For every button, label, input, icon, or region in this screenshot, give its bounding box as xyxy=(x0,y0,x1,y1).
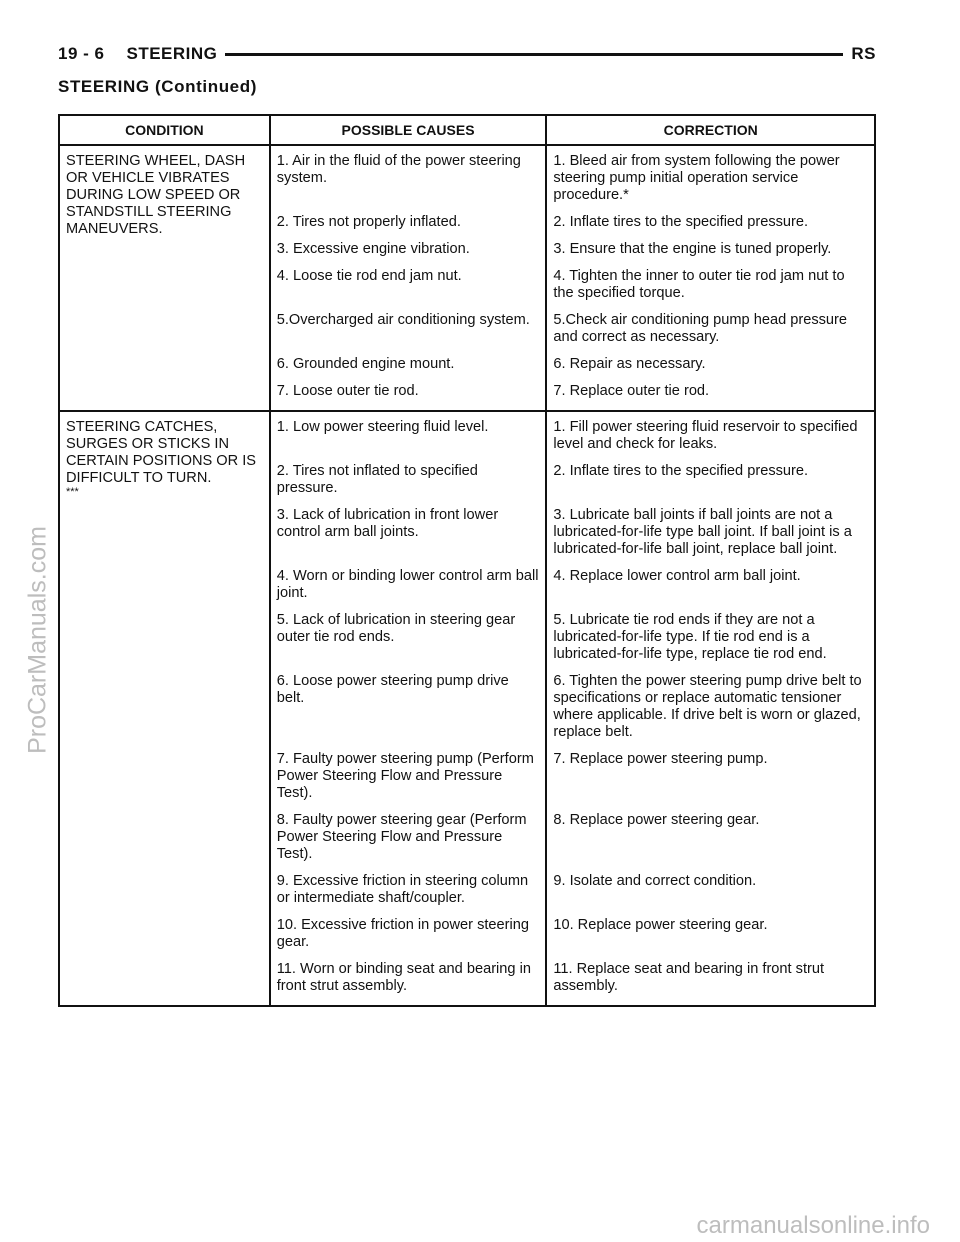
correction-cell: 8. Replace power steering gear. xyxy=(553,812,760,828)
column-header-possible-causes: POSSIBLE CAUSES xyxy=(270,115,547,145)
cause-cell: 3. Excessive engine vibration. xyxy=(270,234,547,261)
cause-cell: 5.Overcharged air conditioning system. xyxy=(270,305,547,349)
cause-cell: 3. Lack of lubrication in front lower control arm ball joints. xyxy=(270,500,547,561)
page-number: 19 - 6 xyxy=(58,44,105,63)
correction-cell: 4. Tighten the inner to outer tie rod jam nut to the specified torque. xyxy=(553,268,845,301)
correction-cell: 7. Replace outer tie rod. xyxy=(553,383,710,399)
cause-cell: 7. Faulty power steering pump (Perform Power Steering Flow and Pressure Test). xyxy=(270,744,547,805)
cause-cell: 6. Grounded engine mount. xyxy=(270,349,547,376)
cause-cell: 9. Excessive friction in steering column or intermediate shaft/coupler. xyxy=(270,866,547,910)
correction-cell: 1. Bleed air from system following the power steering pump initial operation service procedure.* xyxy=(553,153,840,203)
cause-cell: 2. Tires not inflated to specified pressure. xyxy=(270,456,547,500)
cause-cell: 10. Excessive friction in power steering gear. xyxy=(270,910,547,954)
table-row xyxy=(59,411,875,456)
side-watermark: ProCarManuals.com xyxy=(23,526,52,754)
column-header-correction: CORRECTION xyxy=(546,115,875,145)
section-title: STEERING xyxy=(126,44,218,63)
table-header-row xyxy=(59,115,875,145)
cause-cell: 6. Loose power steering pump drive belt. xyxy=(270,666,547,744)
diagnosis-table xyxy=(58,114,876,1007)
cause-cell: 11. Worn or binding seat and bearing in front strut assembly. xyxy=(270,954,547,1006)
correction-cell: 3. Ensure that the engine is tuned properly. xyxy=(553,241,832,257)
correction-cell: 10. Replace power steering gear. xyxy=(553,917,768,933)
header-rule xyxy=(225,53,843,56)
condition-cell xyxy=(59,411,270,1006)
correction-cell: 6. Tighten the power steering pump drive belt to specifications or replace automatic tensioner where applicable. If drive belt is worn or glazed, replace belt. xyxy=(553,673,862,740)
footnote-marker: *** xyxy=(66,486,79,498)
correction-cell: 5.Check air conditioning pump head pressure and correct as necessary. xyxy=(553,312,848,345)
correction-cell: 2. Inflate tires to the specified pressure. xyxy=(553,214,809,230)
correction-cell: 9. Isolate and correct condition. xyxy=(553,873,757,889)
column-header-condition: CONDITION xyxy=(59,115,270,145)
correction-cell: 2. Inflate tires to the specified pressure. xyxy=(553,463,809,479)
condition-text: STEERING CATCHES, SURGES OR STICKS IN CERTAIN POSITIONS OR IS DIFFICULT TO TURN. xyxy=(66,419,257,486)
model-code: RS xyxy=(851,44,876,63)
table-body xyxy=(59,145,875,1006)
cause-cell: 4. Worn or binding lower control arm ball joint. xyxy=(270,561,547,605)
cause-cell: 2. Tires not properly inflated. xyxy=(270,207,547,234)
cause-cell: 7. Loose outer tie rod. xyxy=(270,376,547,411)
correction-cell: 6. Repair as necessary. xyxy=(553,356,706,372)
correction-cell: 3. Lubricate ball joints if ball joints are not a lubricated-for-life type ball joint. If ball joint is a lubricated-for-life ball joint, replace ball joint. xyxy=(553,507,852,557)
correction-cell: 4. Replace lower control arm ball joint. xyxy=(553,568,801,584)
bottom-watermark: carmanualsonline.info xyxy=(696,1212,930,1239)
cause-cell: 1. Low power steering fluid level. xyxy=(270,411,547,456)
correction-cell: 7. Replace power steering pump. xyxy=(553,751,768,767)
condition-text: STEERING WHEEL, DASH OR VEHICLE VIBRATES DURING LOW SPEED OR STANDSTILL STEERING MANEUVERS. xyxy=(66,153,246,237)
correction-cell: 5. Lubricate tie rod ends if they are not a lubricated-for-life type. If tie rod end is a lubricated-for-life type, replace tie rod end. xyxy=(553,612,827,662)
table-row xyxy=(59,145,875,207)
cause-cell: 5. Lack of lubrication in steering gear outer tie rod ends. xyxy=(270,605,547,666)
cause-cell: 8. Faulty power steering gear (Perform Power Steering Flow and Pressure Test). xyxy=(270,805,547,866)
continued-heading: STEERING (Continued) xyxy=(58,77,257,96)
correction-cell: 1. Fill power steering fluid reservoir to specified level and check for leaks. xyxy=(546,411,875,456)
condition-cell xyxy=(59,145,270,411)
cause-cell: 1. Air in the fluid of the power steering system. xyxy=(270,145,547,207)
page-header xyxy=(58,42,876,66)
cause-cell: 4. Loose tie rod end jam nut. xyxy=(270,261,547,305)
correction-cell: 11. Replace seat and bearing in front strut assembly. xyxy=(553,961,825,994)
